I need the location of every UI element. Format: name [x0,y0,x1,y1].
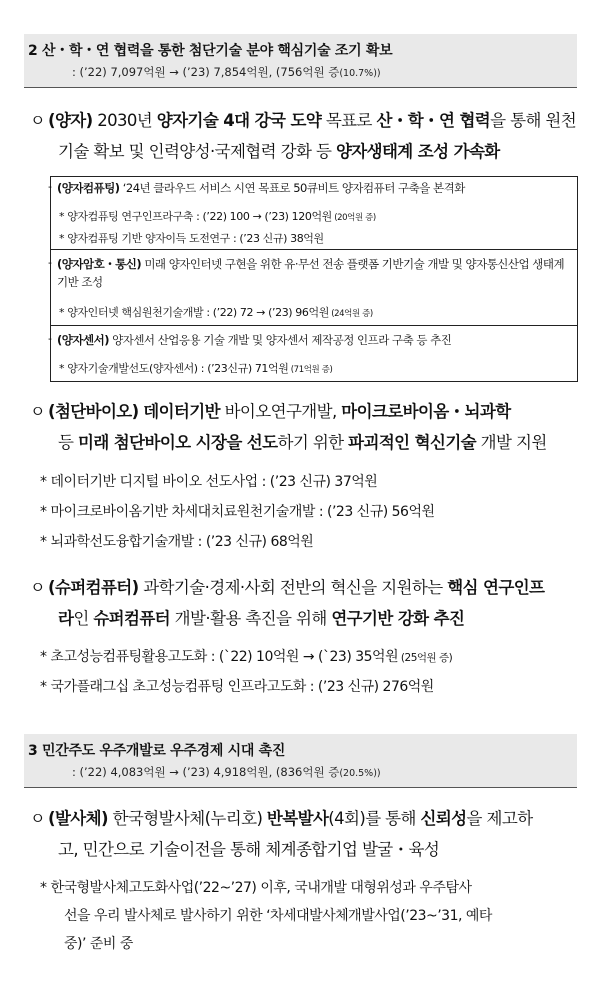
text-run: 마이크로바이옴・뇌과학 [341,402,511,421]
bio-item-2: * 마이크로바이옴기반 차세대치료원천기술개발 : (’23 신규) 56억원 [40,504,435,520]
super-line-2 [48,603,578,634]
text-run: 하기 위한 [277,433,349,452]
text-run: 인 [73,609,94,628]
quantum-comm-box: - (양자암호・통신) 미래 양자인터넷 구현을 위한 유·무선 전송 플랫폼 기반기술 개발 및 양자통신산업 생태계 기반 조성 * 양자인터넷 핵심원천기술개발 : (’22) 72 → (’23) 96억원 (24억원 증) [51,249,577,325]
launch-paragraph: ㅇ (발사체) 한국형발사체(누리호) 반복발사(4회)를 통해 신뢰성을 제고하 고, 민간으로 기술이전을 통해 체계종합기업 발굴・육성 [48,803,578,865]
quantum-computing-box: - (양자컴퓨팅) ‘24년 클라우드 서비스 시연 목표로 50큐비트 양자컴퓨터 구축을 본격화 * 양자컴퓨팅 연구인프라구축 : (’22) 100 → (’23) 120억원 (20억원 증) * 양자컴퓨팅 기반 양자이득 도전연구 : (’23 신규) 38억원 [51,177,577,249]
section-2-title: 2 산・학・연 협력을 통한 첨단기술 분야 핵심기술 조기 확보 [28,43,393,59]
quantum-computing-head: (양자컴퓨팅) ‘24년 클라우드 서비스 시연 목표로 50큐비트 양자컴퓨터 구축을 본격화 [57,181,465,195]
launch-line-1 [48,803,578,834]
text-run: 미래 첨단바이오 시장을 선도 [77,433,278,452]
quantum-line-1 [48,105,578,136]
quantum-computing-item-1: * 양자컴퓨팅 연구인프라구축 : (’22) 100 → (’23) 120억원 (20억원 증) [59,210,376,223]
launch-item-line-1: * 한국형발사체고도화사업(’22~’27) 이후, 국내개발 대형위성과 우주탐사 [40,880,472,896]
quantum-comm-item-1: * 양자인터넷 핵심원천기술개발 : (’22) 72 → (’23) 96억원 (24억원 증) [59,306,373,319]
text-run: 목표로 [321,111,377,130]
section-3-budget: : (’22) 4,083억원 → (’23) 4,918억원, (836억원 증(20.5%)) [72,765,381,779]
quantum-computing-item-2: * 양자컴퓨팅 기반 양자이득 도전연구 : (’23 신규) 38억원 [59,232,324,245]
launch-line-2 [48,834,578,865]
section-3-header [24,734,577,788]
text-run: 양자기술 4대 강국 도약 [156,111,322,130]
text-run: 한국형발사체(누리호) [107,809,267,828]
text-run: 슈퍼컴퓨터 [93,609,171,628]
bio-item-1: * 데이터기반 디지털 바이오 선도사업 : (’23 신규) 37억원 [40,474,378,490]
launch-item-line-3: 중)’ 준비 중 [64,936,133,952]
text-run: 2030년 [92,111,157,130]
launch-item-line-2: 선을 우리 발사체로 발사하기 위한 ‘차세대발사체개발사업(’23~’31, 예타 [64,908,492,924]
text-run: 을 통해 원천 [490,111,577,130]
text-run: (첨단바이오) [48,402,139,421]
text-run: 신뢰성 [420,809,467,828]
text-run: (슈퍼컴퓨터) [48,578,139,597]
text-run: 고, 민간으로 기술이전을 통해 체계종합기업 발굴・육성 [58,840,440,859]
text-run: (발사체) [48,809,108,828]
text-run: 을 제고하 [466,809,533,828]
text-run: (양자) [48,111,93,130]
text-run: 과학기술·경제·사회 전반의 혁신을 지원하는 [138,578,448,597]
text-run: 라 [58,609,74,628]
text-run: 개발 지원 [476,433,547,452]
text-run: 개발·활용 촉진을 위해 [170,609,332,628]
bio-line-1 [48,396,578,427]
section-2-budget: : (’22) 7,097억원 → (’23) 7,854억원, (756억원 증(10.7%)) [72,65,381,79]
text-run: 연구기반 강화 추진 [331,609,465,628]
quantum-paragraph: ㅇ (양자) 2030년 양자기술 4대 강국 도약 목표로 산・학・연 협력을 통해 원천 기술 확보 및 인력양성·국제협력 강화 등 양자생태계 조성 가속화 [48,105,578,167]
text-run: 바이오연구개발, [219,402,342,421]
section-2-header [24,34,577,88]
quantum-sensor-item-1: * 양자기술개발선도(양자센서) : (’23신규) 71억원 (71억원 증) [59,362,333,375]
section-3-title: 3 민간주도 우주개발로 우주경제 시대 촉진 [28,743,286,759]
bio-item-3: * 뇌과학선도융합기술개발 : (’23 신규) 68억원 [40,534,314,550]
text-run: 산・학・연 협력 [376,111,491,130]
text-run: 핵심 연구인프 [447,578,545,597]
bio-paragraph: ㅇ (첨단바이오) 데이터기반 바이오연구개발, 마이크로바이옴・뇌과학 등 미래 첨단바이오 시장을 선도하기 위한 파괴적인 혁신기술 개발 지원 [48,396,578,458]
text-run: 등 [58,433,78,452]
bio-line-2 [48,427,578,458]
super-item-2: * 국가플래그십 초고성능컴퓨팅 인프라고도화 : (’23 신규) 276억원 [40,679,434,695]
text-run: 데이터기반 [143,402,220,421]
super-line-1 [48,572,578,603]
text-run: 파괴적인 혁신기술 [348,433,477,452]
quantum-comm-head: (양자암호・통신) 미래 양자인터넷 구현을 위한 유·무선 전송 플랫폼 기반기술 개발 및 양자통신산업 생태계 기반 조성 [57,257,565,289]
text-run: 양자생태계 조성 가속화 [335,142,500,161]
quantum-sensor-box: - (양자센서) 양자센서 산업응용 기술 개발 및 양자센서 제작공정 인프라 구축 등 추진 * 양자기술개발선도(양자센서) : (’23신규) 71억원 (71억원 증) [51,325,577,381]
quantum-sensor-head: (양자센서) 양자센서 산업응용 기술 개발 및 양자센서 제작공정 인프라 구축 등 추진 [57,333,452,347]
quantum-detail-box [50,176,578,382]
super-item-1: * 초고성능컴퓨팅활용고도화 : (`22) 10억원 → (`23) 35억원 (25억원 증) [40,649,453,665]
text-run: 기술 확보 및 인력양성·국제협력 강화 등 [58,142,336,161]
quantum-line-2 [48,136,578,167]
super-paragraph: ㅇ (슈퍼컴퓨터) 과학기술·경제·사회 전반의 혁신을 지원하는 핵심 연구인프 라인 슈퍼컴퓨터 개발·활용 촉진을 위해 연구기반 강화 추진 [48,572,578,634]
text-run: (4회)를 통해 [328,809,421,828]
text-run: 반복발사 [266,809,329,828]
